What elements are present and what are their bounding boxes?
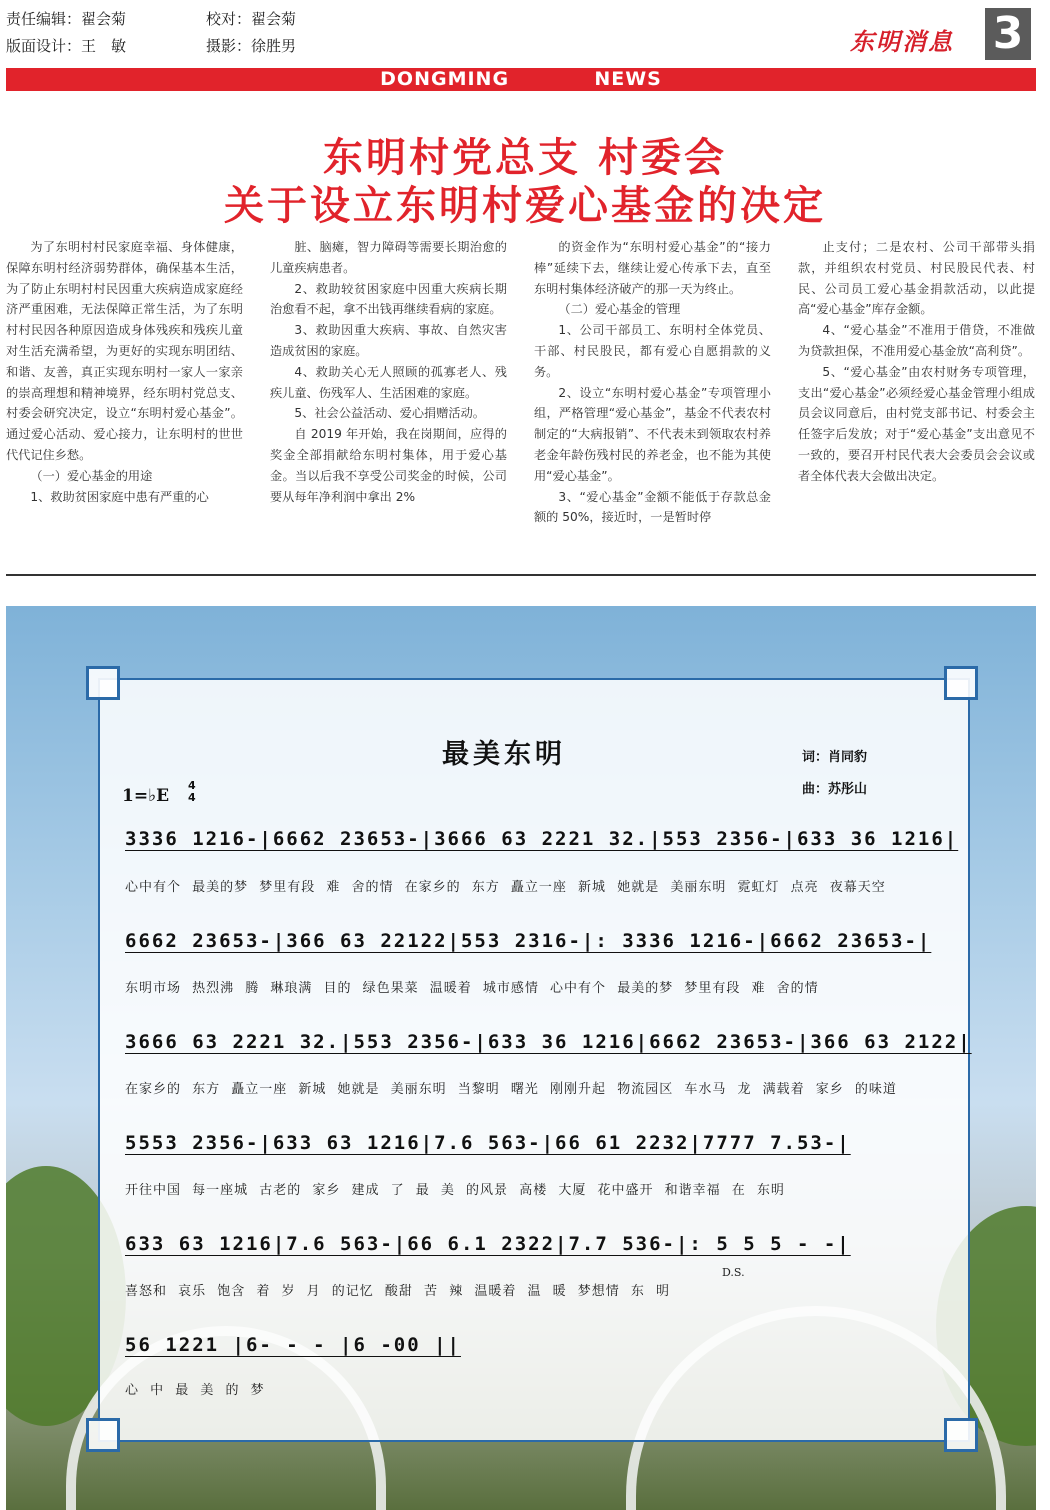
credits-left — [6, 6, 126, 60]
lyric-row: 东明市场 热烈沸 腾 琳琅满 目的 绿色果菜 温暖着 城市感情 心中有个 最美的梦 梦里有段 难 舍的情 — [125, 981, 819, 996]
paragraph: 脏、脑瘫，智力障碍等需要长期治愈的儿童疾病患者。 — [270, 240, 507, 275]
paragraph: 2、救助较贫困家庭中因重大疾病长期治愈看不起，拿不出钱再继续看病的家庭。 — [270, 281, 507, 317]
time-signature — [188, 780, 196, 804]
meter-bottom: 4 — [188, 791, 196, 804]
paragraph: 4、救助关心无人照顾的孤寡老人、残疾儿童、伤残军人、生活困难的家庭。 — [270, 364, 507, 400]
corner-ornament — [86, 1418, 120, 1452]
article-title-line1: 东明村党总支 村委会 — [323, 135, 727, 181]
paragraph: 5、“爱心基金”由农村财务专项管理，支出“爱心基金”必须经爱心基金管理小组成员会议同意后，由村党支部书记、村委会主任签字后发放；对于“爱心基金”支出意见不一致的，要召开村民代表大会委员会会议或者全体代表大会做出决定。 — [798, 364, 1035, 483]
paragraph: 3、救助因重大疾病、事故、自然灾害造成贫困的家庭。 — [270, 323, 507, 358]
credit-editor: 责任编辑：翟会菊 — [6, 10, 127, 28]
lyric-row: 心中有个 最美的梦 梦里有段 难 舍的情 在家乡的 东方 矗立一座 新城 她就是 美丽东明 霓虹灯 点亮 夜幕天空 — [125, 880, 886, 895]
notation-row: 6662 23653-|366 63 22122|553 2316-|: 3336 1216-|6662 23653-| — [125, 930, 932, 952]
notation-row: 3666 63 2221 32.|553 2356-|633 36 1216|6662 23653-|366 63 2122| — [125, 1031, 972, 1053]
newspaper-brand: 东明消息 — [850, 27, 954, 56]
corner-ornament — [944, 666, 978, 700]
page-number: 3 — [985, 8, 1031, 60]
section-banner — [6, 68, 1036, 91]
lyric-row: 心 中 最 美 的 梦 — [125, 1383, 265, 1398]
article-column-2 — [270, 237, 507, 507]
credit-proofread: 校对：翟会菊 — [206, 10, 297, 28]
paragraph: 2、设立“东明村爱心基金”专项管理小组，严格管理“爱心基金”，基金不代表农村制定的“大病报销”、不代表未到领取农村养老金年龄伤残村民的养老金，也不能为其使用“爱心基金”。 — [534, 385, 771, 483]
paragraph: 5、社会公益活动、爱心捐赠活动。 — [294, 406, 485, 421]
banner-left-word: DONGMING — [380, 68, 510, 90]
paragraph: 1、公司干部员工、东明村全体党员、干部、村民股民，都有爱心自愿捐款的义务。 — [534, 323, 771, 379]
credit-photo: 摄影：徐胜男 — [206, 37, 297, 55]
notation-row: 56 1221 |6- - - |6 -00 || — [125, 1334, 461, 1356]
paragraph: 的资金作为“东明村爱心基金”的“接力棒”延续下去，继续让爱心传承下去，直至东明村集体经济破产的那一天为终止。 — [534, 240, 771, 296]
song-composer: 曲：苏彤山 — [802, 782, 868, 797]
lyric-row: 在家乡的 东方 矗立一座 新城 她就是 美丽东明 当黎明 曙光 刚刚升起 物流园区 车水马 龙 满载着 家乡 的味道 — [125, 1082, 897, 1097]
ds-marking: D.S. — [722, 1266, 745, 1279]
paragraph: （一）爱心基金的用途 — [30, 468, 153, 483]
corner-ornament — [86, 666, 120, 700]
credit-layout: 版面设计：王 敏 — [6, 37, 127, 55]
lyric-row: 喜怒和 哀乐 饱含 着 岁 月 的记忆 酸甜 苦 辣 温暖着 温 暖 梦想情 东 明 — [125, 1284, 670, 1299]
notation-row: 3336 1216-|6662 23653-|3666 63 2221 32.|553 2356-|633 36 1216| — [125, 828, 959, 850]
section-divider — [6, 574, 1036, 576]
notation-row: 5553 2356-|633 63 1216|7.6 563-|66 61 2232|7777 7.53-| — [125, 1132, 851, 1154]
paragraph: 3、“爱心基金”金额不能低于存款总金额的 50%，接近时，一是暂时停 — [534, 489, 771, 525]
paragraph: 1、救助贫困家庭中患有严重的心 — [30, 489, 209, 504]
corner-ornament — [944, 1418, 978, 1452]
paragraph: 4、“爱心基金”不准用于借贷，不准做为贷款担保，不准用爱心基金放“高利贷”。 — [798, 323, 1035, 358]
song-section — [6, 606, 1036, 1510]
paragraph: 自 2019 年开始，我在岗期间，应得的奖金全部捐献给东明村集体，用于爱心基金。当以后我不享受公司奖金的时候，公司要从每年净利润中拿出 2% — [270, 427, 507, 504]
notation-row: 633 63 1216|7.6 563-|66 6.1 2322|7.7 536-|: 5 5 5 - -| — [125, 1233, 851, 1255]
meter-top: 4 — [188, 779, 196, 792]
paragraph: 为了东明村村民家庭幸福、身体健康，保障东明村经济弱势群体，确保基本生活，为了防止东明村村民因重大疾病造成家庭经济严重困难，无法保障正常生活，为了东明村村民因各种原因造成身体残疾和残疾儿童对生活充满希望，为更好的实现东明团结、和谐、友善，真正实现东明村一家人一家亲的崇高理想和精神境界，经东明村党总支、村委会研究决定，设立“东明村爱心基金”。通过爱心活动、爱心接力，让东明村的世世代代记住乡愁。 — [6, 240, 243, 462]
article-column-3 — [534, 237, 771, 528]
banner-right-word: NEWS — [594, 68, 662, 90]
lyric-row: 开往中国 每一座城 古老的 家乡 建成 了 最 美 的风景 高楼 大厦 花中盛开 和谐幸福 在 东明 — [125, 1183, 785, 1198]
paragraph: （二）爱心基金的管理 — [558, 302, 681, 317]
article-title-line2: 关于设立东明村爱心基金的决定 — [224, 183, 826, 229]
article-column-4 — [798, 237, 1035, 487]
song-lyricist: 词：肖同豹 — [802, 750, 868, 765]
song-key: 1=♭E — [122, 786, 170, 806]
credits-right — [206, 6, 296, 60]
article-column-1 — [6, 237, 243, 507]
paragraph: 止支付；二是农村、公司干部带头捐款，并组织农村党员、村民股民代表、村民、公司员工爱心基金捐款活动，以此提高“爱心基金”库存金额。 — [798, 240, 1035, 317]
song-title: 最美东明 — [442, 739, 566, 770]
